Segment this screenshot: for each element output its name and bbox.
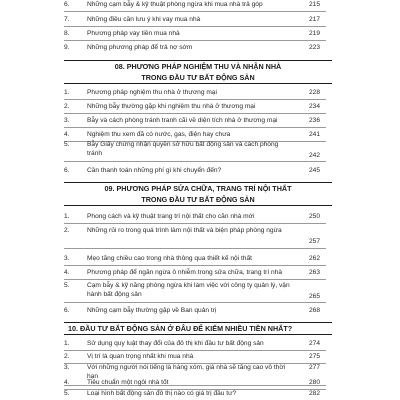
entry-number: 2. [64, 227, 70, 234]
toc-entry [64, 389, 326, 400]
toc-entry [64, 102, 326, 114]
entry-number: 4. [64, 379, 70, 386]
entry-number: 6. [64, 167, 70, 174]
entry-title: Phương pháp vay tiền mua nhà [87, 30, 180, 37]
toc-entry [64, 140, 326, 162]
entry-page: 223 [308, 44, 320, 51]
entry-number: 1. [64, 89, 70, 96]
entry-page: 277 [308, 364, 320, 371]
entry-title: Phương pháp nghiệm thu nhà ở thương mại [87, 89, 217, 96]
entry-number: 6. [64, 307, 70, 314]
toc-entry [64, 88, 326, 100]
entry-title: Tiêu chuẩn một ngôi nhà tốt [87, 379, 169, 386]
entry-number: 1. [64, 213, 70, 220]
toc-entry [64, 29, 326, 41]
section-heading-line: TRONG ĐẦU TƯ BẤT ĐỘNG SẢN [141, 73, 255, 82]
entry-number: 8. [64, 30, 70, 37]
toc-entry [64, 116, 326, 128]
entry-number: 9. [64, 44, 70, 51]
toc-entry [64, 254, 326, 266]
entry-title: Nghiệm thu xem đã có nước, gas, điện hay chưa [87, 131, 231, 138]
entry-number: 4. [64, 269, 70, 276]
entry-title: Vị trí là quan trọng nhất khi mua nhà [87, 353, 194, 360]
entry-title: Loại hình bất động sản đô thị nào có giá trị đầu tư? [87, 390, 237, 397]
entry-page: 262 [308, 255, 320, 262]
entry-page: 275 [308, 353, 320, 360]
toc-entry [64, 306, 326, 317]
entry-page: 217 [308, 16, 320, 23]
entry-number: 2. [64, 353, 70, 360]
section-heading-line: 10. ĐẦU TƯ BẤT ĐỘNG SẢN Ở ĐÂU ĐỂ KIẾM NHIỀU TIỀN NHẤT? [68, 324, 293, 333]
entry-page: 245 [308, 167, 320, 174]
entry-page: 268 [308, 307, 320, 314]
entry-number: 5. [64, 390, 70, 397]
entry-title: Sử dụng quy luật thay đổi của đô thị khi đầu tư bất động sản [87, 340, 264, 347]
entry-title: Những cạm bẫy thường gặp về Ban quản trị [87, 307, 217, 314]
entry-title: Những rủi ro trong quá trình làm nội thất và biện pháp phòng ngừa [87, 227, 282, 234]
entry-title: Cần thanh toán những phí gì khi chuyển đến? [87, 167, 222, 174]
entry-title: Những bẫy thường gặp khi nghiệm thu nhà ở thương mại [87, 103, 256, 110]
section-heading-10 [64, 322, 332, 335]
section-heading-08 [64, 60, 332, 84]
entry-page: 236 [308, 117, 320, 124]
toc-entry [64, 15, 326, 27]
entry-title: Những phương pháp để trả nợ sớm [87, 44, 193, 51]
entry-page: 250 [308, 213, 320, 220]
toc-entry [64, 212, 326, 224]
entry-title: Mẹo tăng chiều cao trong nhà thông qua thiết kế nội thất [87, 255, 252, 262]
entry-title: Phương pháp để ngăn ngừa ô nhiễm trong sửa chữa, trang trí nhà [87, 269, 283, 276]
entry-title: Bẫy và cách phòng tránh tranh cãi về diện tích nhà ở thương mại [87, 117, 278, 124]
entry-page: 219 [308, 30, 320, 37]
entry-title: Cạm bẫy & kỹ năng phòng ngừa khi làm việc với công ty quản lý, vận hành bất động sản [87, 282, 290, 298]
section-heading-line: TRONG ĐẦU TƯ BẤT ĐỘNG SẢN [141, 195, 255, 204]
entry-page: 263 [308, 269, 320, 276]
toc-entry [64, 166, 326, 177]
entry-title: Với những người nói tiếng là hàng xóm, giá nhà sẽ tăng cao vô thời hạn [87, 364, 286, 380]
entry-number: 4. [64, 131, 70, 138]
entry-title: Bẫy Giấy chứng nhận quyền sở hữu bất động sản và cách phòng tránh [87, 141, 279, 157]
entry-number: 2. [64, 103, 70, 110]
entry-number: 7. [64, 16, 70, 23]
entry-page: 282 [308, 390, 320, 397]
toc-entry [64, 43, 326, 54]
entry-page: 215 [308, 1, 320, 8]
entry-page: 274 [308, 340, 320, 347]
toc-entry [64, 268, 326, 280]
entry-page: 265 [308, 293, 320, 300]
section-heading-09 [64, 182, 332, 206]
toc-entry [64, 339, 326, 351]
entry-title: Những cạm bẫy & kỹ thuật phòng ngừa khi mua nhà trả góp [87, 1, 263, 8]
entry-page: 234 [308, 103, 320, 110]
section-heading-line: 08. PHƯƠNG PHÁP NGHIỆM THU VÀ NHẬN NHÀ [114, 62, 282, 71]
entry-number: 1. [64, 340, 70, 347]
entry-number: 6. [64, 1, 70, 8]
entry-number: 3. [64, 117, 70, 124]
toc-entry [64, 226, 326, 249]
entry-page: 228 [308, 89, 320, 96]
entry-title: Những điều cần lưu ý khi vay mua nhà [87, 16, 201, 23]
section-heading-line: 09. PHƯƠNG PHÁP SỬA CHỮA, TRANG TRÍ NỘI THẤT [104, 184, 292, 193]
entry-title: Phong cách và kỹ thuật trang trí nội thất cho căn nhà mới [87, 213, 255, 220]
toc-entry [64, 0, 326, 12]
entry-page: 242 [308, 152, 320, 159]
entry-number: 5. [64, 282, 70, 289]
entry-page: 241 [308, 131, 320, 138]
entry-number: 5. [64, 141, 70, 148]
entry-number: 3. [64, 255, 70, 262]
entry-number: 3. [64, 364, 70, 371]
toc-entry [64, 281, 326, 303]
entry-page: 257 [308, 238, 320, 245]
entry-page: 280 [308, 379, 320, 386]
